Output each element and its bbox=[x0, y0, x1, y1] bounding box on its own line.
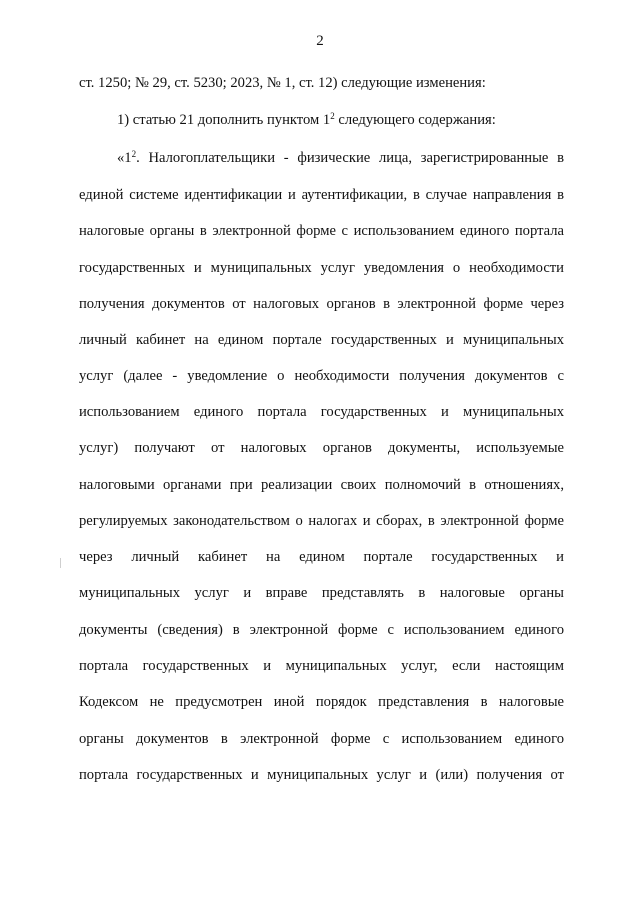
text-line-19: органы документов в электронной форме с использованием единого bbox=[79, 731, 564, 747]
scan-artifact-mark bbox=[60, 558, 61, 568]
text-line-16: документы (сведения) в электронной форме с использованием единого bbox=[79, 622, 564, 638]
text-line-3-content: . Налогоплательщики - физические лица, зарегистрированные в bbox=[136, 150, 564, 166]
text-line-1 bbox=[79, 74, 564, 92]
text-line-3 bbox=[117, 149, 564, 167]
text-line-5: налоговые органы в электронной форме с использованием единого портала bbox=[79, 223, 564, 239]
superscript-2-second: 2 bbox=[131, 149, 137, 159]
text-line-15: муниципальных услуг и вправе представлять в налоговые органы bbox=[79, 585, 564, 601]
text-line-6: государственных и муниципальных услуг уведомления о необходимости bbox=[79, 260, 564, 276]
text-line-2-content: 1) статью 21 дополнить пунктом 1 bbox=[117, 112, 331, 128]
text-line-8: личный кабинет на едином портале государственных и муниципальных bbox=[79, 332, 564, 348]
text-line-1-content: ст. 1250; № 29, ст. 5230; 2023, № 1, ст. 12) следующие изменения: bbox=[79, 75, 486, 91]
text-line-13: регулируемых законодательством о налогах и сборах, в электронной форме bbox=[79, 513, 564, 529]
text-line-3-start: «1 bbox=[117, 150, 132, 166]
text-line-7: получения документов от налоговых органов в электронной форме через bbox=[79, 296, 564, 312]
text-line-10: использованием единого портала государственных и муниципальных bbox=[79, 404, 564, 420]
text-line-2-tail: следующего содержания: bbox=[338, 112, 496, 128]
text-line-11: услуг) получают от налоговых органов документы, используемые bbox=[79, 440, 564, 456]
text-line-9: услуг (далее - уведомление о необходимости получения документов с bbox=[79, 368, 564, 384]
text-line-14: через личный кабинет на едином портале государственных и bbox=[79, 549, 564, 565]
superscript-2: 2 bbox=[330, 111, 335, 121]
page-number: 2 bbox=[316, 33, 324, 49]
text-line-20: портала государственных и муниципальных услуг и (или) получения от bbox=[79, 767, 564, 783]
text-line-17: портала государственных и муниципальных услуг, если настоящим bbox=[79, 658, 564, 674]
text-line-4: единой системе идентификации и аутентификации, в случае направления в bbox=[79, 187, 564, 203]
text-line-2 bbox=[117, 111, 564, 129]
text-line-12: налоговыми органами при реализации своих полномочий в отношениях, bbox=[79, 477, 564, 493]
text-line-18: Кодексом не предусмотрен иной порядок представления в налоговые bbox=[79, 694, 564, 710]
